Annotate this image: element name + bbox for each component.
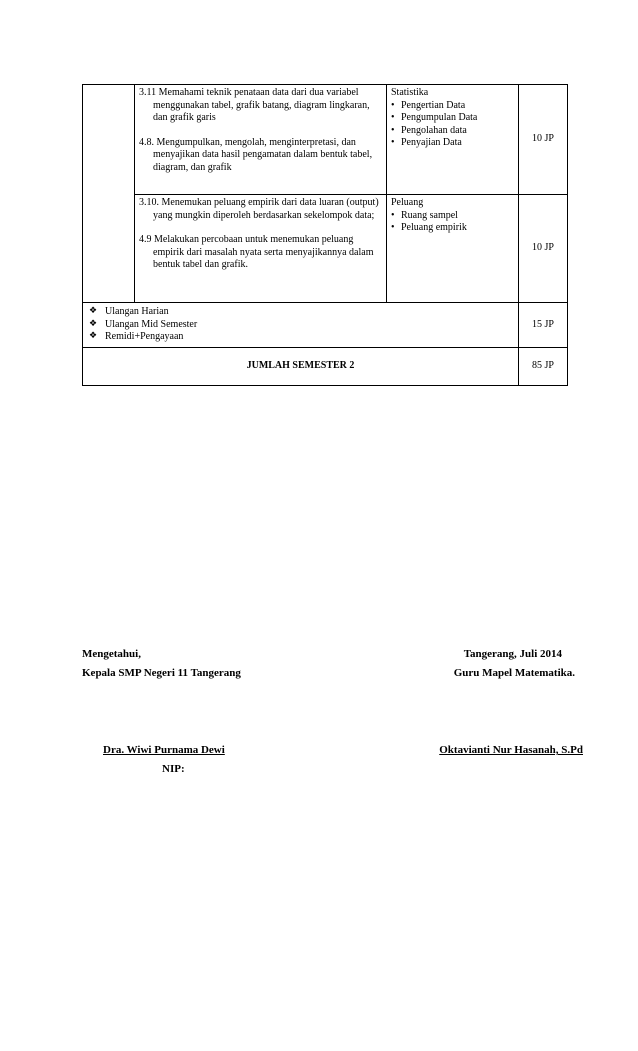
principal-name: Dra. Wiwi Purnama Dewi [103,744,225,756]
list-item: • Penyajian Data [391,137,514,150]
total-label: JUMLAH SEMESTER 2 [83,347,519,385]
materi-title: Statistika [391,87,429,98]
total-jp: 85 JP [519,347,568,385]
list-item: • Peluang empirik [391,222,514,235]
kd-text: 3.10. Menemukan peluang empirik dari data luaran (output) yang mungkin diperoleh berdasarkan sekelompok data; [139,197,379,221]
list-item: ❖ Ulangan Mid Semester [87,319,514,332]
table-row [83,195,568,303]
place-date: Tangerang, Juli 2014 [463,648,562,660]
total-row [83,347,568,385]
assessment-cell [83,303,519,348]
list-item: ❖ Remidi+Pengayaan [87,331,514,344]
list-item: • Pengumpulan Data [391,112,514,125]
materi-title: Peluang [391,197,424,208]
teacher-title: Guru Mapel Matematika. [453,667,575,679]
list-item: • Pengertian Data [391,100,514,113]
list-item: • Ruang sampel [391,210,514,223]
materi-list [391,210,514,235]
empty-cell [83,85,135,303]
principal-nip: NIP: [162,763,185,775]
kd-cell [135,85,387,195]
materi-cell [387,85,519,195]
table-row [83,85,568,195]
list-item: ❖ Ulangan Harian [87,306,514,319]
jp-cell: 10 JP [519,85,568,195]
kd-text: 4.8. Mengumpulkan, mengolah, menginterpretasi, dan menyajikan data hasil pengamatan dalam bentuk tabel, diagram, dan grafik [139,136,373,173]
syllabus-table [82,84,568,386]
jp-cell: 15 JP [519,303,568,348]
principal-title: Kepala SMP Negeri 11 Tangerang [82,667,241,679]
materi-list [391,100,514,150]
list-item: • Pengolahan data [391,125,514,138]
jp-cell: 10 JP [519,195,568,303]
teacher-name: Oktavianti Nur Hasanah, S.Pd [439,744,583,756]
assessment-list [87,306,514,344]
kd-text: 3.11 Memahami teknik penataan data dari dua variabel menggunakan tabel, grafik batang, diagram lingkaran, dan grafik garis [139,87,370,123]
assessment-row [83,303,568,348]
materi-cell [387,195,519,303]
acknowledged-label: Mengetahui, [82,648,141,660]
kd-cell [135,195,387,303]
kd-text: 4.9 Melakukan percobaan untuk menemukan peluang empirik dari masalah nyata serta menyajikannya dalam bentuk tabel dan grafik. [139,234,374,270]
